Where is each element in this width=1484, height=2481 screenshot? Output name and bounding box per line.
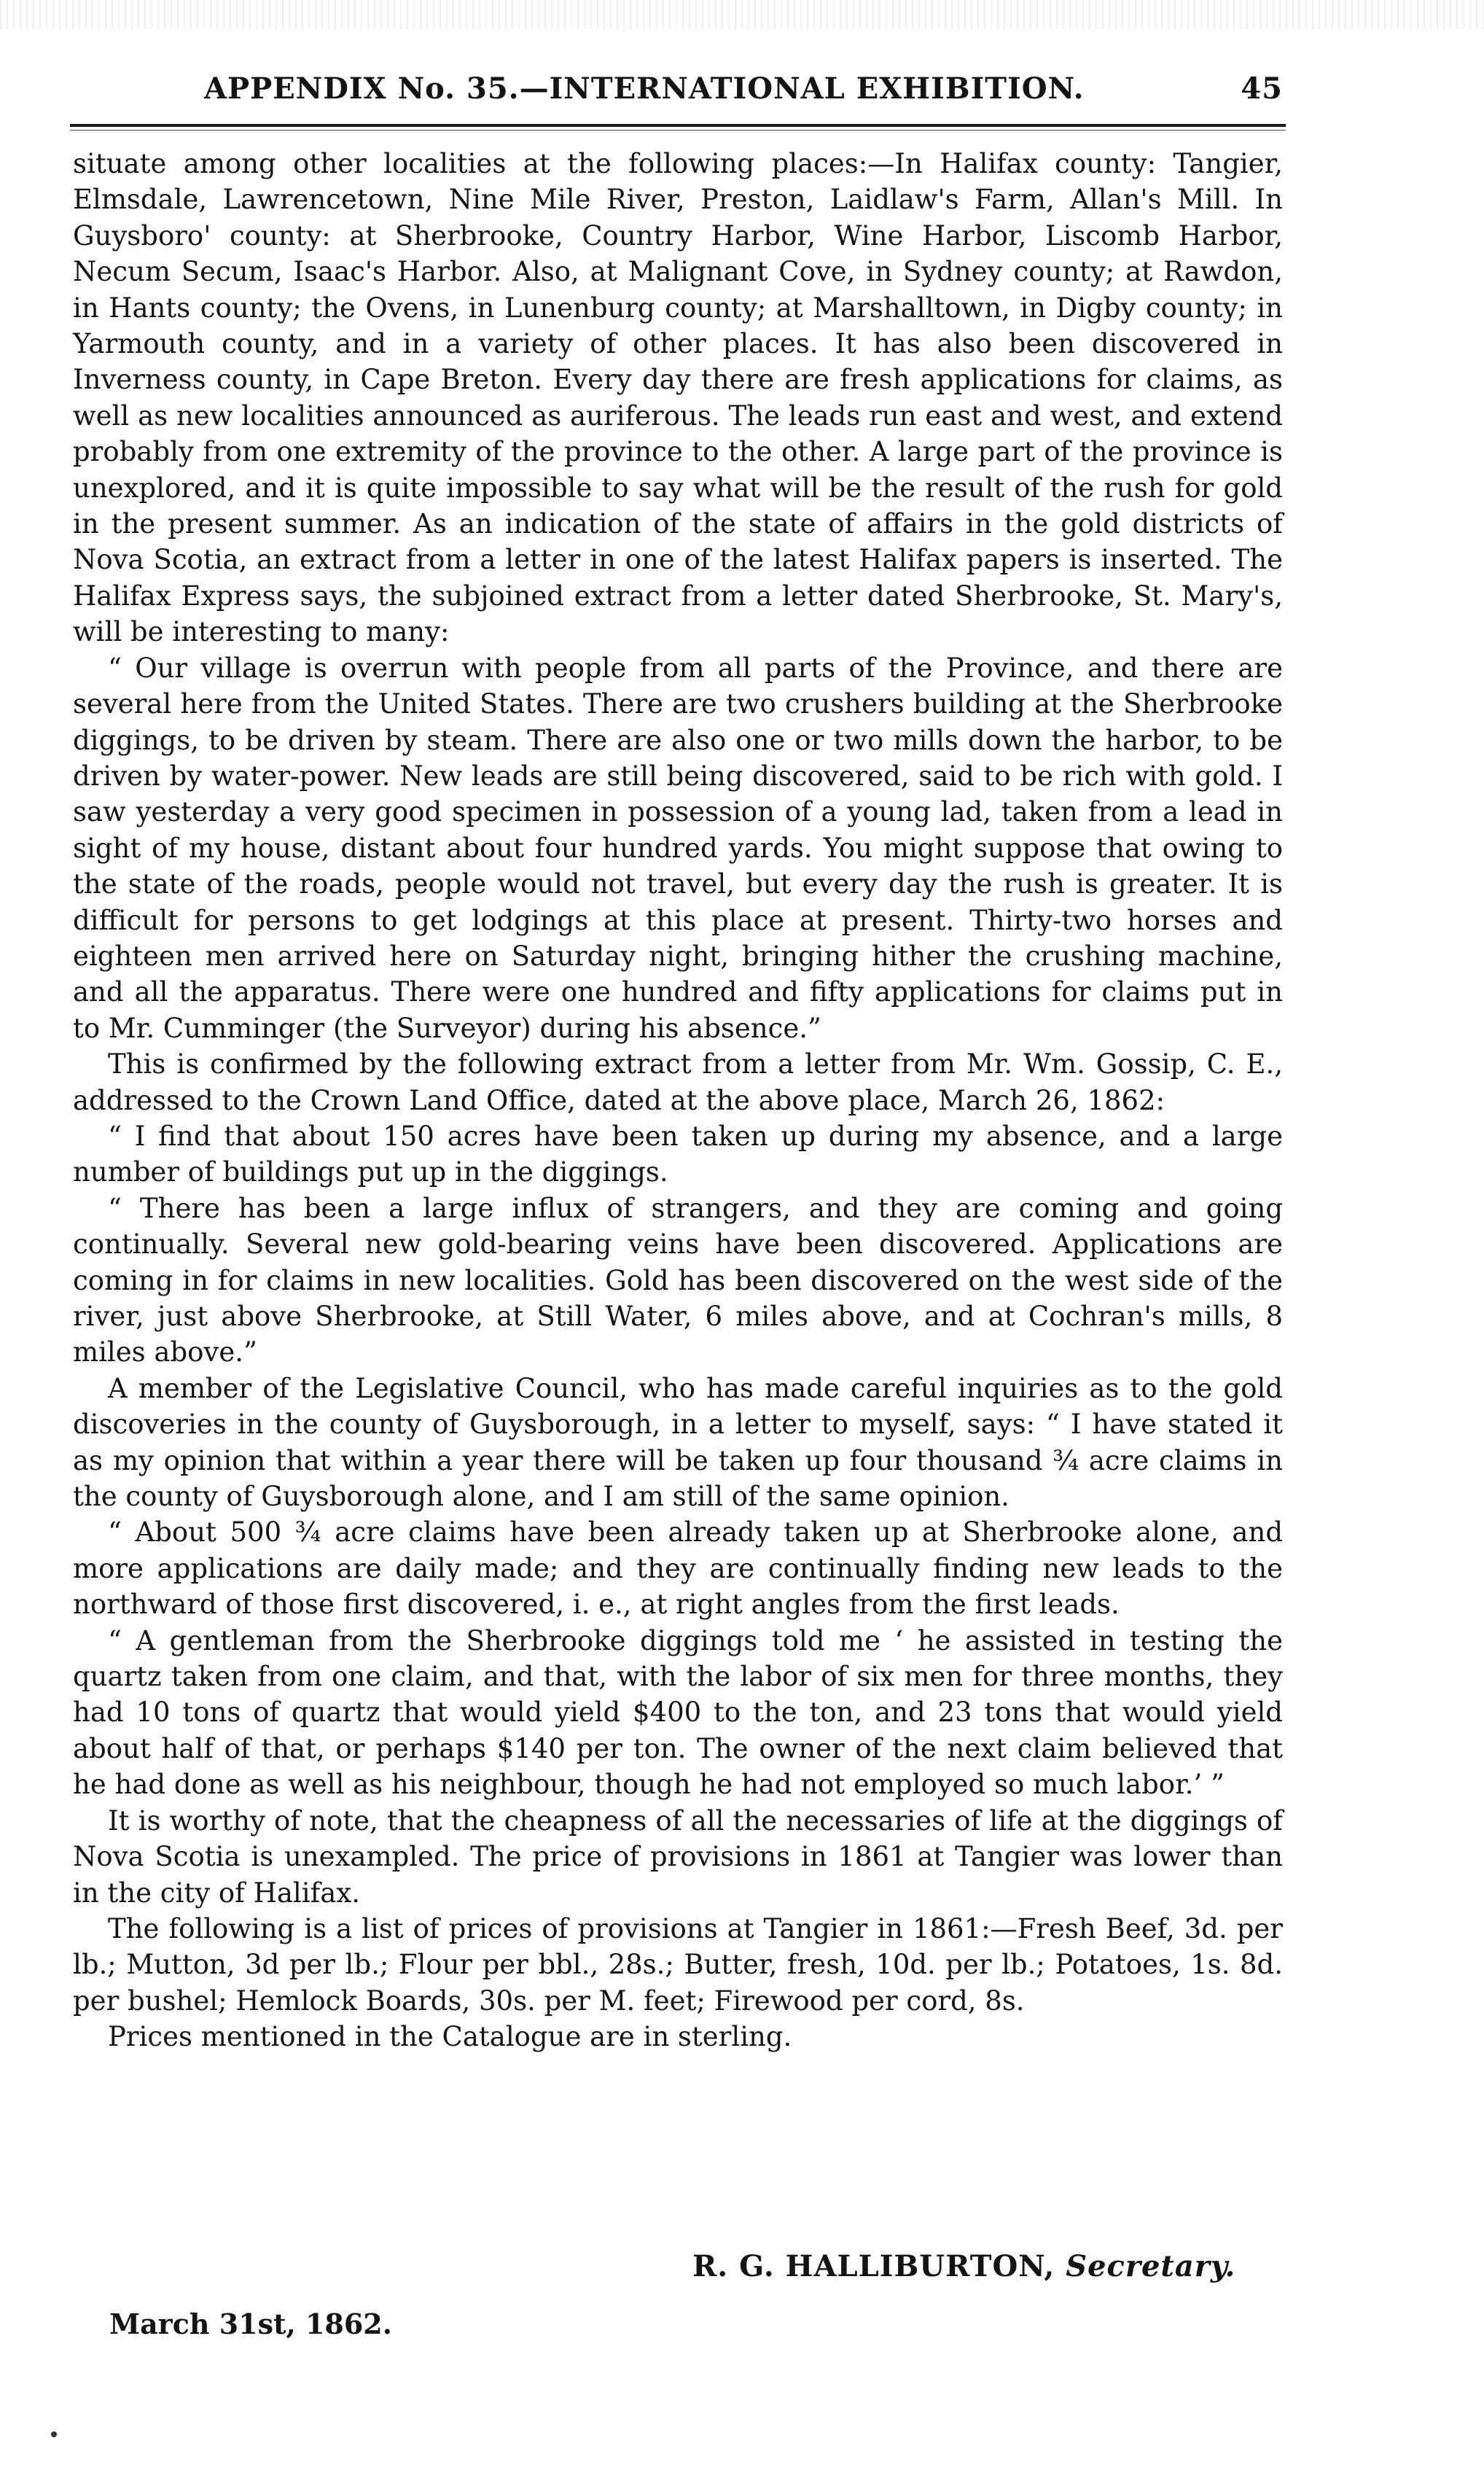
paragraph-10: The following is a list of prices of provisions at Tangier in 1861:—Fresh Beef, 3d. per lb.; Mutton, 3d per lb.; Flour per bbl., 28s.; Butter, fresh, 10d. per lb.; Potatoes, 1s. 8d. per bushel; Hemlock Boards, 30s. per M. feet; Firewood per cord, 8s.: [73, 1912, 1283, 2017]
paragraph-2: “ Our village is overrun with people from all parts of the Province, and there are several here from the United States. There are two crushers building at the Sherbrooke diggings, to be driven by steam. There are also one or two mills down the harbor, to be driven by water-power. New leads are still being discovered, said to be rich with gold. I saw yesterday a very good specimen in possession of a young lad, taken from a lead in sight of my house, distant about four hundred yards. You might suppose that owing to the state of the roads, people would not travel, but every day the rush is greater. It is difficult for persons to get lodgings at this place at present. Thirty-two horses and eighteen men arrived here on Saturday night, bringing hither the crushing machine, and all the apparatus. There were one hundred and fifty applications for claims put in to Mr. Cumminger (the Surveyor) during his absence.”: [73, 652, 1283, 1044]
signature-name: R. G. HALLIBURTON,: [692, 2249, 1055, 2283]
signature-line: [692, 2249, 1276, 2283]
document-date: March 31st, 1862.: [109, 2307, 392, 2340]
page-number: 45: [1241, 71, 1283, 106]
header-rule-thin: [70, 130, 1286, 131]
paragraph-3: This is confirmed by the following extract from a letter from Mr. Wm. Gossip, C. E., addressed to the Crown Land Office, dated at the above place, March 26, 1862:: [73, 1048, 1283, 1116]
paragraph-4: “ I find that about 150 acres have been taken up during my absence, and a large number of buildings put up in the diggings.: [73, 1120, 1283, 1188]
paragraph-1: situate among other localities at the following places:—In Halifax county: Tangier, Elmsdale, Lawrencetown, Nine Mile River, Preston, Laidlaw's Farm, Allan's Mill. In Guysboro' county: at Sherbrooke, Country Harbor, Wine Harbor, Liscomb Harbor, Necum Secum, Isaac's Harbor. Also, at Malignant Cove, in Sydney county; at Rawdon, in Hants county; the Ovens, in Lunenburg county; at Marshalltown, in Digby county; in Yarmouth county, and in a variety of other places. It has also been discovered in Inverness county, in Cape Breton. Every day there are fresh applications for claims, as well as new localities announced as auriferous. The leads run east and west, and extend probably from one extremity of the province to the other. A large part of the province is unexplored, and it is quite impossible to say what will be the result of the rush for gold in the present summer. As an indication of the state of affairs in the gold districts of Nova Scotia, an extract from a letter in one of the latest Halifax papers is inserted. The Halifax Express says, the subjoined extract from a letter dated Sherbrooke, St. Mary's, will be interesting to many:: [73, 148, 1283, 648]
paragraph-5: “ There has been a large influx of strangers, and they are coming and going continually. Several new gold-bearing veins have been discovered. Applications are coming in for claims in new localities. Gold has been discovered on the west side of the river, just above Sherbrooke, at Still Water, 6 miles above, and at Cochran's mills, 8 miles above.”: [73, 1192, 1283, 1368]
header-title: APPENDIX No. 35.—INTERNATIONAL EXHIBITION.: [204, 71, 1085, 106]
header-rule: [70, 124, 1286, 127]
running-header: [73, 67, 1283, 118]
paragraph-8: “ A gentleman from the Sherbrooke diggings told me ‘ he assisted in testing the quartz taken from one claim, and that, with the labor of six men for three months, they had 10 tons of quartz that would yield $400 to the ton, and 23 tons that would yield about half of that, or perhaps $140 per ton. The owner of the next claim believed that he had done as well as his neighbour, though he had not employed so much labor.’ ”: [73, 1624, 1283, 1801]
body-text: [73, 146, 1283, 2055]
paragraph-11: Prices mentioned in the Catalogue are in sterling.: [108, 2021, 792, 2053]
paragraph-6: A member of the Legislative Council, who has made careful inquiries as to the gold discoveries in the county of Guysborough, in a letter to myself, says: “ I have stated it as my opinion that within a year there will be taken up four thousand ¾ acre claims in the county of Guysborough alone, and I am still of the same opinion.: [73, 1372, 1283, 1513]
paragraph-7: “ About 500 ¾ acre claims have been already taken up at Sherbrooke alone, and more applications are daily made; and they are continually finding new leads to the northward of those first discovered, i. e., at right angles from the first leads.: [73, 1516, 1283, 1621]
signature-role: Secretary.: [1066, 2249, 1236, 2283]
paragraph-9: It is worthy of note, that the cheapness of all the necessaries of life at the diggings of Nova Scotia is unexampled. The price of provisions in 1861 at Tangier was lower than in the city of Halifax.: [73, 1804, 1283, 1909]
scan-edge-noise: [0, 0, 1484, 29]
scan-speck: [51, 2431, 57, 2437]
